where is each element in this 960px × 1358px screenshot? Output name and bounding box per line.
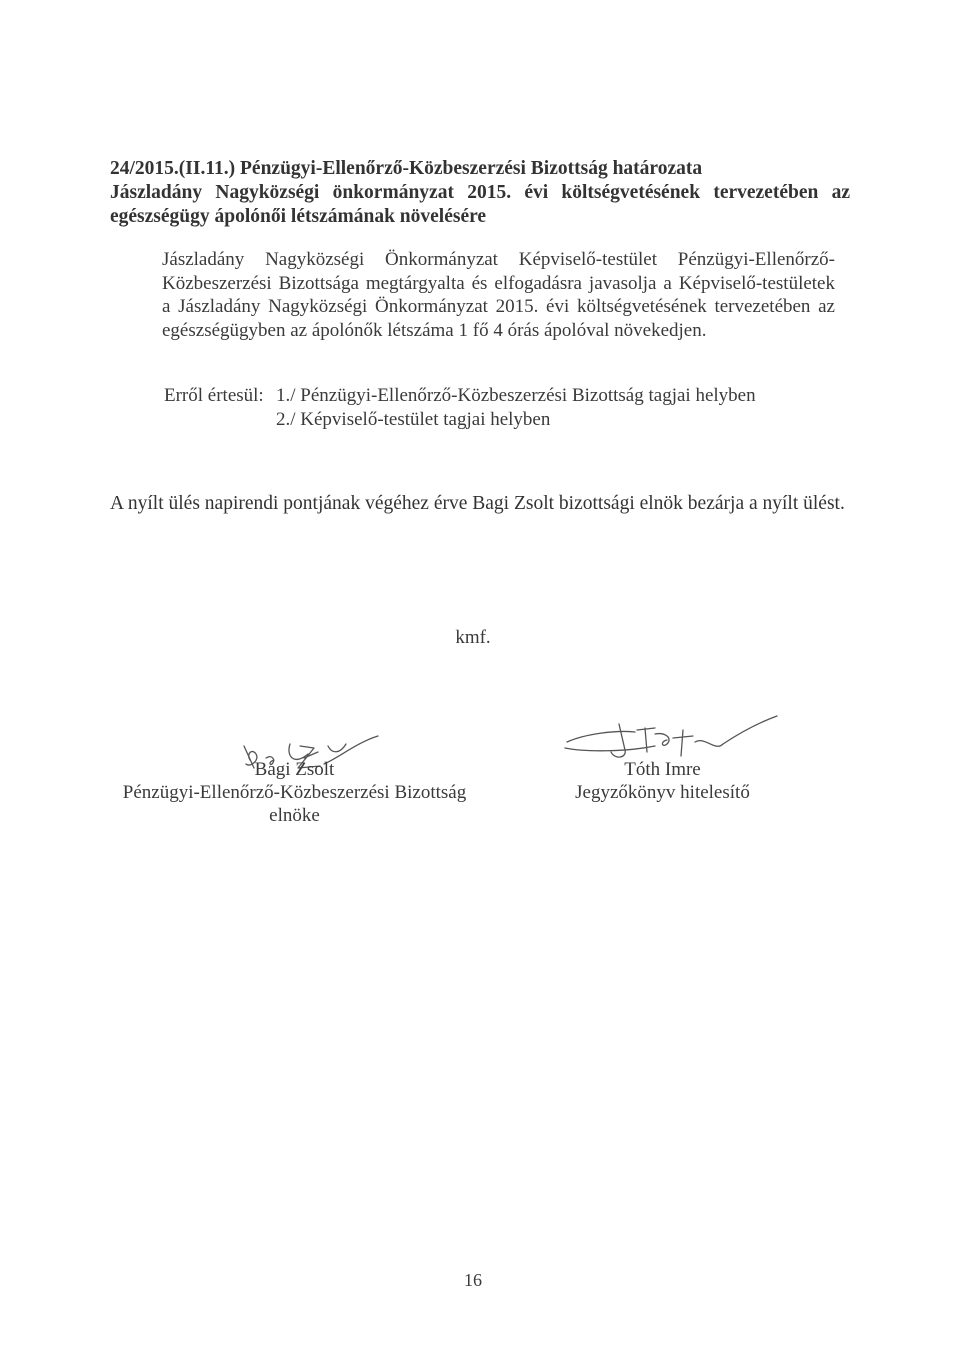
signer-title: Jegyzőkönyv hitelesítő — [575, 782, 750, 803]
resolution-body — [162, 248, 835, 342]
heading-line-1: 24/2015.(II.11.) Pénzügyi-Ellenőrző-Közbeszerzési Bizottság határozata — [110, 158, 703, 179]
notification-row-2 — [164, 408, 756, 432]
body-line-4: egészségügyben az ápolónők létszáma 1 fő 4 órás ápolóval növekedjen. — [162, 319, 707, 341]
signer-name: Tóth Imre — [624, 759, 701, 780]
page-number: 16 — [464, 1270, 482, 1290]
notification-label: Erről értesül: — [164, 385, 264, 406]
notification-row-1 — [164, 384, 756, 408]
heading-line-2: Jászladány Nagyközségi önkormányzat 2015. évi költségvetésének tervezetében az — [110, 182, 850, 203]
signer-name: Bagi Zsolt — [254, 759, 335, 780]
closing-statement: A nyílt ülés napirendi pontjának végéhez érve Bagi Zsolt bizottsági elnök bezárja a nyílt ülést. — [110, 493, 845, 514]
body-line-3: a Jászladány Nagyközségi Önkormányzat 2015. évi költségvetésének tervezetében az — [162, 296, 835, 317]
resolution-heading — [110, 157, 850, 229]
kmf-mark: kmf. — [455, 627, 491, 648]
signature-block-chair — [112, 758, 477, 827]
notification-list — [164, 384, 756, 432]
notification-item: 1./ Pénzügyi-Ellenőrző-Közbeszerzési Bizottság tagjai helyben — [276, 385, 756, 406]
body-line-1: Jászladány Nagyközségi Önkormányzat Képviselő-testület Pénzügyi-Ellenőrző- — [162, 249, 835, 270]
notification-item: 2./ Képviselő-testület tagjai helyben — [276, 409, 551, 430]
body-line-2: Közbeszerzési Bizottsága megtárgyalta és elfogadásra javasolja a Képviselő-testületek — [162, 272, 835, 294]
heading-line-3: egészségügy ápolónői létszámának növelésére — [110, 206, 487, 227]
signer-role: elnöke — [269, 805, 320, 826]
signer-title: Pénzügyi-Ellenőrző-Közbeszerzési Bizottság — [122, 782, 467, 803]
signature-block-authenticator — [560, 758, 765, 804]
